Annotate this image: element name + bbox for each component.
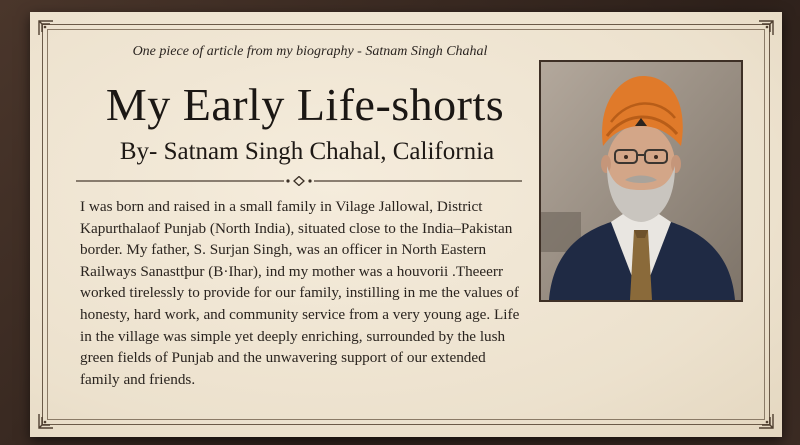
- article-line: green fields of Punjab and the unwavering support of our extended: [80, 349, 486, 367]
- article-body: [80, 196, 532, 390]
- author-byline: By- Satnam Singh Chahal, California: [119, 138, 495, 165]
- corner-ornament-icon: [758, 20, 774, 36]
- corner-ornament-icon: [38, 20, 54, 36]
- article-line: border. My father, S. Surjan Singh, was an officer in North Eastern: [80, 241, 487, 259]
- corner-ornament-icon: [38, 413, 54, 429]
- article-line: Railways Sanasttþur (B·Ihar), ind my mother was a houvorii .Theeerr: [80, 262, 504, 280]
- page-title: My Early Life-shorts: [105, 79, 505, 130]
- article-line: Kapurthalaof Punjab (North India), situated close to the India–Pakistan: [80, 219, 513, 237]
- article-line: in the village was simple yet deeply enriching, surrounded by the lush: [80, 327, 506, 345]
- article-line: I was born and raised in a small family in Vilage Jallowal, District: [80, 198, 483, 215]
- author-portrait: [539, 60, 743, 302]
- corner-ornament-icon: [758, 413, 774, 429]
- ornamental-divider: [76, 176, 522, 186]
- article-line: family and friends.: [80, 370, 196, 388]
- article-card: [30, 12, 782, 437]
- article-subtitle: One piece of article from my biography - Satnam Singh Chahal: [132, 44, 488, 59]
- article-line: honesty, hard work, and community service from a very young age. Life: [80, 305, 520, 323]
- article-line: worked tirelessly to provide for our family, instilling in me the values of: [80, 284, 519, 302]
